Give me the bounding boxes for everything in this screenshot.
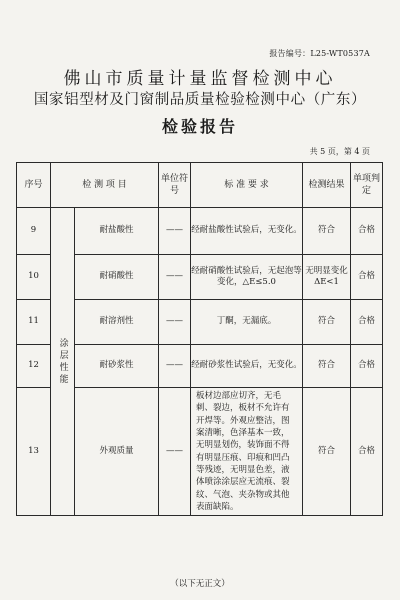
document-title: 检验报告 [161,117,238,136]
header-item: 检 测 项 目 [51,163,159,208]
header-result: 检测结果 [303,163,351,208]
row-requirement: 板材边部应切齐，无毛刺、裂边，板材不允许有开焊等。外观应整洁，图案清晰，色泽基本一致，无明显划伤，装饰面不得有明显压痕、印痕和凹凸等残迹，无明显色差，液体喷涂涂层应无流痕、裂纹、气泡、夹杂物或其他表面缺陷。 [191,388,303,516]
row-seq: 9 [17,208,51,255]
row-seq: 11 [17,300,51,345]
row-judgment: 合格 [351,255,383,300]
header-requirement: 标 准 要 求 [191,163,303,208]
row-item: 耐硝酸性 [75,255,159,300]
row-requirement: 经耐盐酸性试验后，无变化。 [191,208,303,255]
organization-name: 佛山市质量计量监督检测中心 [63,69,337,89]
row-unit: —— [159,300,191,345]
row-item: 耐盐酸性 [75,208,159,255]
header-seq: 序号 [17,163,51,208]
row-result: 符合 [303,300,351,345]
row-judgment: 合格 [351,388,383,516]
row-seq: 10 [17,255,51,300]
category-label: 涂层性能 [51,208,75,516]
row-judgment: 合格 [351,345,383,388]
report-number: 报告编号：L25-WT0537A [269,49,370,58]
row-result: 无明显变化 ΔE<1 [303,255,351,300]
row-item: 耐溶剂性 [75,300,159,345]
end-of-text-note: （以下无正文） [170,579,230,589]
row-seq: 13 [17,388,51,516]
row-judgment: 合格 [351,208,383,255]
row-seq: 12 [17,345,51,388]
row-result: 符合 [303,388,351,516]
row-judgment: 合格 [351,300,383,345]
row-unit: —— [159,208,191,255]
row-item: 耐砂浆性 [75,345,159,388]
table-row [17,208,383,255]
row-requirement: 丁酮，无漏底。 [191,300,303,345]
table-header-row [17,163,383,208]
row-unit: —— [159,388,191,516]
inspection-table [16,162,383,516]
row-requirement: 经耐硝酸性试验后，无起泡等变化，△E≤5.0 [191,255,303,300]
header-judgment: 单项判定 [351,163,383,208]
row-unit: —— [159,345,191,388]
row-item: 外观质量 [75,388,159,516]
row-requirement: 经耐砂浆性试验后，无变化。 [191,345,303,388]
row-result: 符合 [303,345,351,388]
page-indicator: 共 5 页，第 4 页 [309,147,370,156]
organization-subtitle: 国家铝型材及门窗制品质量检验检测中心（广东） [33,92,367,108]
row-result: 符合 [303,208,351,255]
header-unit: 单位符号 [159,163,191,208]
row-unit: —— [159,255,191,300]
